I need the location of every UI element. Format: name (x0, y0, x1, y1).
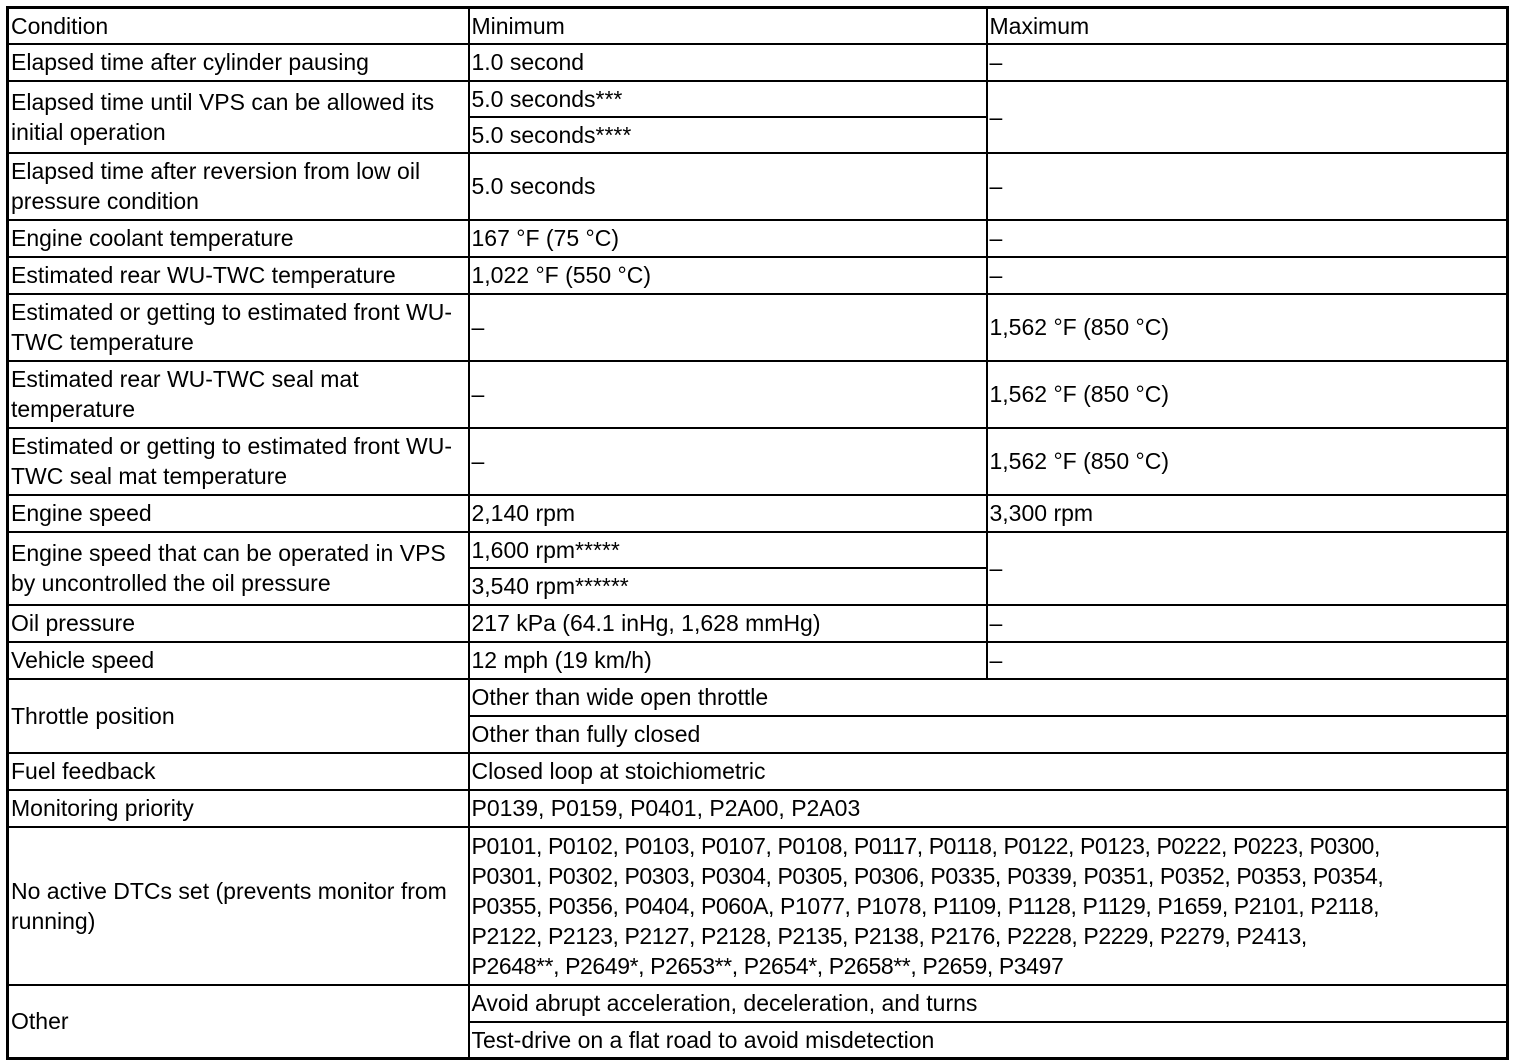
header-maximum: Maximum (987, 8, 1508, 44)
maximum-value: – (987, 153, 1508, 220)
table-row (8, 44, 1508, 81)
maximum-value: – (987, 257, 1508, 294)
condition-label: Oil pressure (8, 605, 469, 642)
condition-label: Elapsed time after cylinder pausing (8, 44, 469, 81)
table-row (8, 294, 1508, 361)
table-row (8, 605, 1508, 642)
condition-label: Estimated rear WU-TWC temperature (8, 257, 469, 294)
minimum-value: 5.0 seconds (469, 153, 987, 220)
minimum-value: 3,540 rpm****** (469, 568, 987, 605)
condition-label: Monitoring priority (8, 790, 469, 827)
table-row (8, 827, 1508, 985)
minimum-value: – (469, 428, 987, 495)
minimum-value: – (469, 294, 987, 361)
table-row (8, 257, 1508, 294)
maximum-value: – (987, 220, 1508, 257)
condition-label: Other (8, 985, 469, 1059)
condition-value: Closed loop at stoichiometric (469, 753, 1508, 790)
header-row (8, 8, 1508, 44)
condition-label: Engine speed (8, 495, 469, 532)
maximum-value: – (987, 44, 1508, 81)
header-condition: Condition (8, 8, 469, 44)
minimum-value: 5.0 seconds*** (469, 81, 987, 117)
condition-label: Throttle position (8, 679, 469, 753)
minimum-value: 167 °F (75 °C) (469, 220, 987, 257)
condition-value: Other than wide open throttle (469, 679, 1508, 716)
table-row (8, 495, 1508, 532)
table-row (8, 679, 1508, 716)
dtc-list: P0101, P0102, P0103, P0107, P0108, P0117, P0118, P0122, P0123, P0222, P0223, P0300, P0301, P0302, P0303, P0304, P0305, P0306, P0335, P0339, P0351, P0352, P0353, P0354, P0355, P0356, P0404, P060A, P1077, P1078, P1109, P1128, P1129, P1659, P2101, P2118, P2122, P2123, P2127, P2128, P2135, P2138, P2176, P2228, P2229, P2279, P2413, P2648**, P2649*, P2653**, P2654*, P2658**, P2659, P3497 (469, 827, 1508, 985)
maximum-value: 3,300 rpm (987, 495, 1508, 532)
header-minimum: Minimum (469, 8, 987, 44)
maximum-value: – (987, 642, 1508, 679)
minimum-value: 217 kPa (64.1 inHg, 1,628 mmHg) (469, 605, 987, 642)
condition-label: Estimated or getting to estimated front WU-TWC seal mat temperature (8, 428, 469, 495)
condition-label: Estimated rear WU-TWC seal mat temperature (8, 361, 469, 428)
condition-value: Other than fully closed (469, 716, 1508, 753)
table-row (8, 153, 1508, 220)
condition-label: Fuel feedback (8, 753, 469, 790)
table-row (8, 220, 1508, 257)
maximum-value: – (987, 605, 1508, 642)
minimum-value: 12 mph (19 km/h) (469, 642, 987, 679)
minimum-value: – (469, 361, 987, 428)
condition-label: No active DTCs set (prevents monitor from running) (8, 827, 469, 985)
maximum-value: 1,562 °F (850 °C) (987, 428, 1508, 495)
maximum-value: 1,562 °F (850 °C) (987, 294, 1508, 361)
minimum-value: 5.0 seconds**** (469, 117, 987, 153)
table-row (8, 361, 1508, 428)
conditions-table (6, 6, 1509, 1060)
condition-value: Test-drive on a flat road to avoid misdetection (469, 1022, 1508, 1059)
condition-label: Engine speed that can be operated in VPS by uncontrolled the oil pressure (8, 532, 469, 605)
minimum-value: 1,600 rpm***** (469, 532, 987, 568)
condition-value: Avoid abrupt acceleration, deceleration, and turns (469, 985, 1508, 1022)
condition-value: P0139, P0159, P0401, P2A00, P2A03 (469, 790, 1508, 827)
condition-label: Elapsed time after reversion from low oil pressure condition (8, 153, 469, 220)
table-row (8, 428, 1508, 495)
condition-label: Engine coolant temperature (8, 220, 469, 257)
table-row (8, 81, 1508, 117)
minimum-value: 1.0 second (469, 44, 987, 81)
minimum-value: 1,022 °F (550 °C) (469, 257, 987, 294)
table-row (8, 532, 1508, 568)
condition-label: Estimated or getting to estimated front WU-TWC temperature (8, 294, 469, 361)
table-row (8, 985, 1508, 1022)
minimum-value: 2,140 rpm (469, 495, 987, 532)
table-row (8, 790, 1508, 827)
table-row (8, 753, 1508, 790)
condition-label: Vehicle speed (8, 642, 469, 679)
maximum-value: – (987, 532, 1508, 605)
maximum-value: – (987, 81, 1508, 153)
condition-label: Elapsed time until VPS can be allowed its initial operation (8, 81, 469, 153)
maximum-value: 1,562 °F (850 °C) (987, 361, 1508, 428)
table-row (8, 642, 1508, 679)
